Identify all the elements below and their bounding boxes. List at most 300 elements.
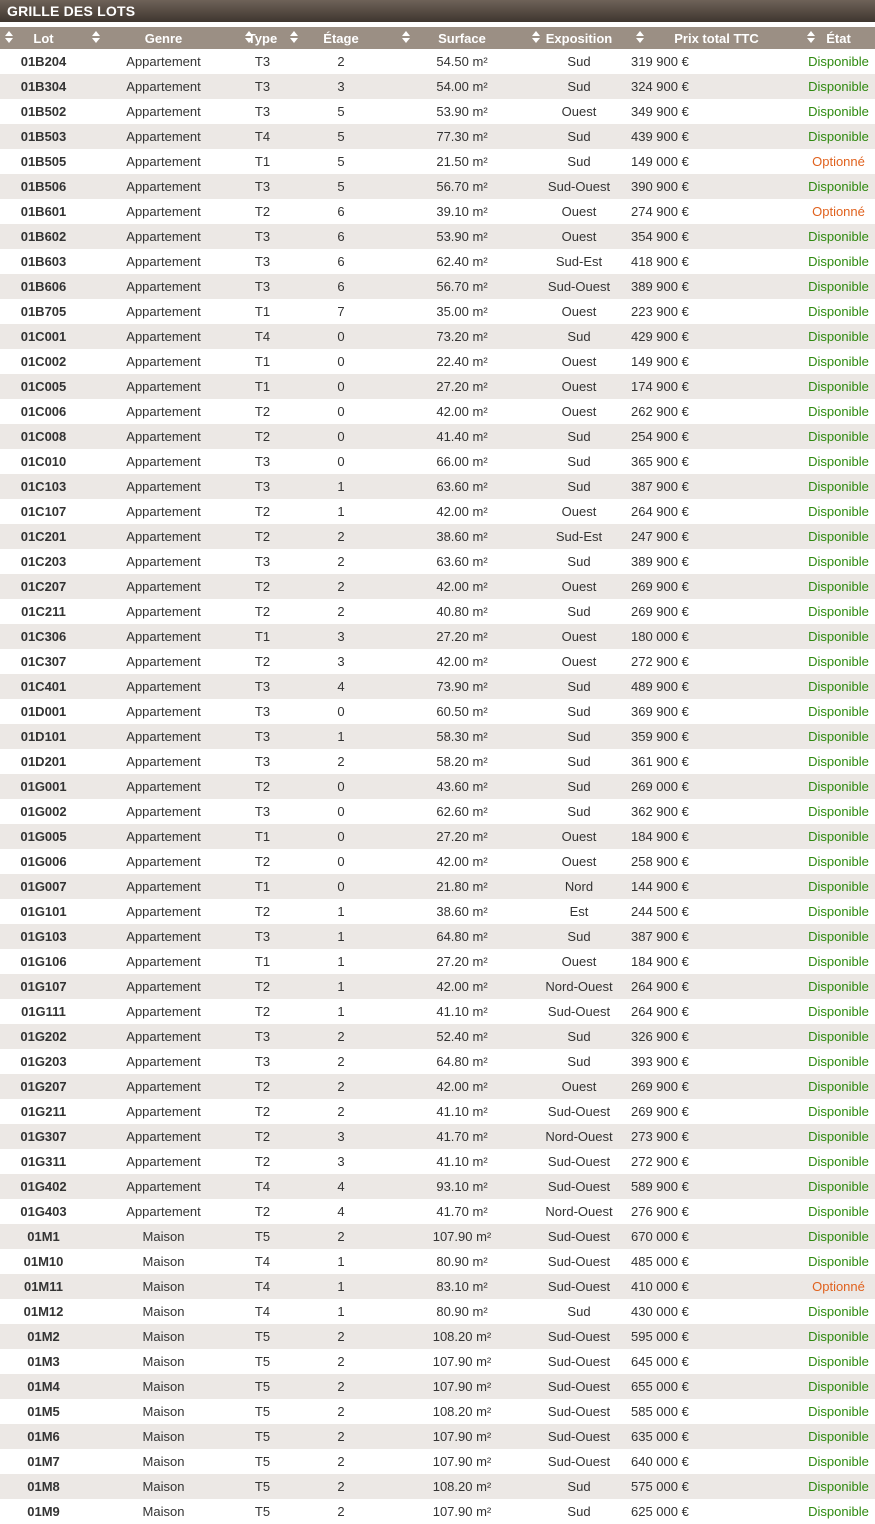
cell-genre: Appartement: [126, 654, 201, 669]
cell-prix: 262 900 €: [631, 404, 689, 419]
cell-surface: 42.00 m²: [436, 1079, 488, 1094]
table-row[interactable]: [0, 974, 875, 999]
cell-prix: 585 000 €: [631, 1404, 689, 1419]
cell-etage: 2: [337, 1429, 345, 1444]
cell-surface: 42.00 m²: [436, 979, 488, 994]
cell-type: T3: [254, 704, 271, 719]
table-row[interactable]: [0, 374, 875, 399]
table-row[interactable]: [0, 1299, 875, 1324]
cell-genre: Appartement: [126, 954, 201, 969]
cell-lot: 01C107: [20, 504, 67, 519]
cell-surface: 54.50 m²: [436, 54, 488, 69]
cell-genre: Appartement: [126, 104, 201, 119]
column-header-exposition[interactable]: [527, 27, 631, 49]
cell-etage: 2: [337, 1079, 345, 1094]
cell-lot: 01G103: [20, 929, 67, 944]
cell-type: T3: [254, 929, 271, 944]
table-row[interactable]: [0, 149, 875, 174]
cell-etage: 5: [337, 129, 345, 144]
table-row[interactable]: [0, 449, 875, 474]
cell-lot: 01B705: [20, 304, 67, 319]
table-row[interactable]: [0, 574, 875, 599]
cell-genre: Appartement: [126, 604, 201, 619]
cell-genre: Appartement: [126, 429, 201, 444]
table-row[interactable]: [0, 649, 875, 674]
cell-type: T3: [254, 554, 271, 569]
cell-genre: Appartement: [126, 554, 201, 569]
cell-prix: 180 000 €: [631, 629, 689, 644]
cell-exposition: Sud: [567, 754, 591, 769]
cell-genre: Appartement: [126, 1004, 201, 1019]
column-header-surface[interactable]: [397, 27, 527, 49]
cell-exposition: Sud-Est: [555, 529, 603, 544]
cell-surface: 77.30 m²: [436, 129, 488, 144]
cell-prix: 387 900 €: [631, 479, 689, 494]
table-row[interactable]: [0, 924, 875, 949]
cell-prix: 595 000 €: [631, 1329, 689, 1344]
cell-exposition: Sud: [567, 329, 591, 344]
cell-lot: 01C203: [20, 554, 67, 569]
cell-etat: Disponible: [808, 1079, 869, 1094]
cell-exposition: Sud: [567, 429, 591, 444]
cell-prix: 247 900 €: [631, 529, 689, 544]
cell-exposition: Sud-Ouest: [547, 1454, 611, 1469]
cell-type: T3: [254, 804, 271, 819]
column-header-label: État: [826, 30, 851, 46]
table-row[interactable]: [0, 1249, 875, 1274]
cell-etat: Disponible: [808, 979, 869, 994]
cell-prix: 387 900 €: [631, 929, 689, 944]
table-row[interactable]: [0, 824, 875, 849]
cell-etage: 3: [337, 79, 345, 94]
cell-exposition: Ouest: [561, 954, 597, 969]
table-row[interactable]: [0, 1024, 875, 1049]
table-row[interactable]: [0, 1274, 875, 1299]
cell-lot: 01C211: [21, 604, 66, 619]
cell-surface: 41.70 m²: [436, 1129, 488, 1144]
table-row[interactable]: [0, 424, 875, 449]
cell-etat: Disponible: [808, 1329, 869, 1344]
cell-etage: 2: [337, 529, 345, 544]
column-header-label: Lot: [33, 30, 54, 46]
cell-type: T5: [254, 1479, 271, 1494]
table-row[interactable]: [0, 224, 875, 249]
table-row[interactable]: [0, 774, 875, 799]
cell-lot: 01M1: [27, 1229, 60, 1244]
cell-lot: 01M5: [27, 1404, 60, 1419]
cell-etat: Optionné: [812, 204, 865, 219]
cell-surface: 41.10 m²: [436, 1004, 488, 1019]
cell-prix: 645 000 €: [631, 1354, 689, 1369]
cell-type: T2: [254, 1004, 271, 1019]
table-row[interactable]: [0, 849, 875, 874]
cell-exposition: Sud-Ouest: [547, 1179, 611, 1194]
table-row[interactable]: [0, 1474, 875, 1499]
column-header-genre[interactable]: [87, 27, 240, 49]
cell-surface: 108.20 m²: [432, 1404, 492, 1419]
cell-surface: 27.20 m²: [436, 379, 488, 394]
cell-type: T4: [254, 1279, 271, 1294]
column-header-etat[interactable]: [802, 27, 875, 49]
table-row[interactable]: [0, 1124, 875, 1149]
table-row[interactable]: [0, 99, 875, 124]
cell-genre: Appartement: [126, 1054, 201, 1069]
cell-lot: 01G307: [20, 1129, 67, 1144]
cell-etage: 4: [337, 1179, 345, 1194]
cell-exposition: Sud: [567, 1504, 591, 1519]
table-row[interactable]: [0, 74, 875, 99]
table-row[interactable]: [0, 274, 875, 299]
cell-lot: 01B606: [20, 279, 67, 294]
table-row[interactable]: [0, 899, 875, 924]
table-row[interactable]: [0, 49, 875, 74]
cell-type: T3: [254, 1029, 271, 1044]
cell-prix: 276 900 €: [631, 1204, 689, 1219]
table-row[interactable]: [0, 874, 875, 899]
table-row[interactable]: [0, 949, 875, 974]
cell-genre: Maison: [142, 1379, 185, 1394]
cell-etage: 7: [337, 304, 345, 319]
cell-exposition: Sud-Ouest: [547, 1404, 611, 1419]
table-body: [0, 49, 875, 1524]
cell-etage: 2: [337, 1354, 345, 1369]
column-header-prix[interactable]: [631, 27, 802, 49]
cell-etat: Disponible: [808, 1004, 869, 1019]
cell-lot: 01G002: [20, 804, 67, 819]
cell-exposition: Ouest: [561, 354, 597, 369]
cell-prix: 264 900 €: [631, 979, 689, 994]
cell-etage: 2: [337, 1229, 345, 1244]
cell-etat: Disponible: [808, 1254, 869, 1269]
cell-prix: 365 900 €: [631, 454, 689, 469]
table-row[interactable]: [0, 1324, 875, 1349]
cell-genre: Appartement: [126, 979, 201, 994]
cell-etat: Disponible: [808, 54, 869, 69]
cell-type: T3: [254, 54, 271, 69]
cell-exposition: Ouest: [561, 304, 597, 319]
cell-etage: 1: [337, 954, 345, 969]
cell-lot: 01M12: [23, 1304, 64, 1319]
cell-genre: Maison: [142, 1429, 185, 1444]
cell-genre: Appartement: [126, 504, 201, 519]
cell-etat: Disponible: [808, 179, 869, 194]
cell-etat: Disponible: [808, 1029, 869, 1044]
column-header-lot[interactable]: [0, 27, 87, 49]
cell-surface: 41.70 m²: [436, 1204, 488, 1219]
table-row[interactable]: [0, 1424, 875, 1449]
cell-exposition: Sud-Ouest: [547, 1279, 611, 1294]
cell-etat: Disponible: [808, 329, 869, 344]
table-row[interactable]: [0, 1174, 875, 1199]
cell-exposition: Sud-Est: [555, 254, 603, 269]
cell-genre: Appartement: [126, 1029, 201, 1044]
column-header-etage[interactable]: [285, 27, 397, 49]
table-row[interactable]: [0, 1349, 875, 1374]
column-header-label: Type: [247, 30, 278, 46]
table-row[interactable]: [0, 124, 875, 149]
cell-etat: Disponible: [808, 1454, 869, 1469]
cell-lot: 01M9: [27, 1504, 60, 1519]
cell-etage: 2: [337, 1379, 345, 1394]
cell-lot: 01B505: [20, 154, 67, 169]
cell-type: T2: [254, 429, 271, 444]
cell-prix: 324 900 €: [631, 79, 689, 94]
cell-etat: Optionné: [812, 154, 865, 169]
cell-etat: Disponible: [808, 304, 869, 319]
cell-exposition: Sud: [567, 129, 591, 144]
cell-prix: 272 900 €: [631, 1154, 689, 1169]
cell-etage: 2: [337, 754, 345, 769]
cell-genre: Maison: [142, 1454, 185, 1469]
cell-etage: 2: [337, 1104, 345, 1119]
table-row[interactable]: [0, 549, 875, 574]
cell-type: T5: [254, 1504, 271, 1519]
cell-surface: 42.00 m²: [436, 579, 488, 594]
table-row[interactable]: [0, 1049, 875, 1074]
cell-prix: 264 900 €: [631, 1004, 689, 1019]
table-row[interactable]: [0, 324, 875, 349]
cell-type: T1: [254, 354, 271, 369]
cell-etage: 0: [337, 829, 345, 844]
cell-etat: Disponible: [808, 79, 869, 94]
cell-genre: Appartement: [126, 679, 201, 694]
cell-surface: 62.60 m²: [436, 804, 488, 819]
cell-exposition: Nord-Ouest: [545, 979, 613, 994]
table-row[interactable]: [0, 749, 875, 774]
cell-prix: 418 900 €: [631, 254, 689, 269]
cell-etage: 1: [337, 929, 345, 944]
cell-prix: 269 900 €: [631, 579, 689, 594]
cell-surface: 80.90 m²: [436, 1304, 488, 1319]
cell-type: T5: [254, 1229, 271, 1244]
cell-genre: Appartement: [126, 829, 201, 844]
cell-prix: 361 900 €: [631, 754, 689, 769]
cell-etage: 1: [337, 504, 345, 519]
cell-lot: 01D101: [20, 729, 67, 744]
cell-etage: 1: [337, 979, 345, 994]
cell-surface: 27.20 m²: [436, 829, 488, 844]
cell-lot: 01G007: [20, 879, 67, 894]
cell-etage: 5: [337, 179, 345, 194]
table-row[interactable]: [0, 524, 875, 549]
cell-lot: 01C005: [20, 379, 67, 394]
table-row[interactable]: [0, 1374, 875, 1399]
cell-lot: 01G101: [20, 904, 67, 919]
table-row[interactable]: [0, 799, 875, 824]
table-row[interactable]: [0, 249, 875, 274]
cell-exposition: Sud-Ouest: [547, 1429, 611, 1444]
cell-prix: 489 900 €: [631, 679, 689, 694]
cell-genre: Appartement: [126, 329, 201, 344]
table-row[interactable]: [0, 1199, 875, 1224]
cell-prix: 149 000 €: [631, 154, 689, 169]
cell-lot: 01M8: [27, 1479, 60, 1494]
cell-etage: 0: [337, 704, 345, 719]
cell-exposition: Sud: [567, 54, 591, 69]
cell-etat: Optionné: [812, 1279, 865, 1294]
cell-exposition: Nord-Ouest: [545, 1129, 613, 1144]
cell-surface: 107.90 m²: [432, 1454, 492, 1469]
cell-etage: 2: [337, 554, 345, 569]
cell-exposition: Sud-Ouest: [547, 1104, 611, 1119]
sort-updown-icon: [5, 31, 12, 45]
cell-prix: 269 900 €: [631, 1079, 689, 1094]
cell-genre: Maison: [142, 1229, 185, 1244]
cell-lot: 01C207: [20, 579, 67, 594]
cell-prix: 326 900 €: [631, 1029, 689, 1044]
cell-type: T3: [254, 679, 271, 694]
cell-surface: 107.90 m²: [432, 1379, 492, 1394]
cell-prix: 362 900 €: [631, 804, 689, 819]
cell-etat: Disponible: [808, 579, 869, 594]
table-row[interactable]: [0, 399, 875, 424]
cell-type: T3: [254, 479, 271, 494]
cell-lot: 01B603: [20, 254, 67, 269]
cell-exposition: Sud: [567, 479, 591, 494]
cell-etage: 1: [337, 729, 345, 744]
cell-type: T2: [254, 979, 271, 994]
cell-surface: 22.40 m²: [436, 354, 488, 369]
cell-lot: 01C002: [20, 354, 67, 369]
table-row[interactable]: [0, 1399, 875, 1424]
cell-genre: Appartement: [126, 454, 201, 469]
cell-exposition: Sud: [567, 779, 591, 794]
table-row[interactable]: [0, 1499, 875, 1524]
cell-lot: 01M6: [27, 1429, 60, 1444]
cell-genre: Appartement: [126, 479, 201, 494]
cell-surface: 108.20 m²: [432, 1329, 492, 1344]
cell-type: T2: [254, 1079, 271, 1094]
cell-lot: 01C201: [20, 529, 67, 544]
cell-etat: Disponible: [808, 129, 869, 144]
table-row[interactable]: [0, 1224, 875, 1249]
cell-etage: 2: [337, 1454, 345, 1469]
cell-genre: Maison: [142, 1304, 185, 1319]
cell-genre: Appartement: [126, 529, 201, 544]
cell-lot: 01G106: [20, 954, 67, 969]
table-row[interactable]: [0, 1099, 875, 1124]
cell-prix: 410 000 €: [631, 1279, 689, 1294]
cell-surface: 64.80 m²: [436, 929, 488, 944]
cell-etat: Disponible: [808, 829, 869, 844]
cell-exposition: Sud-Ouest: [547, 179, 611, 194]
cell-etage: 2: [337, 1029, 345, 1044]
cell-etat: Disponible: [808, 429, 869, 444]
cell-etage: 1: [337, 1279, 345, 1294]
cell-exposition: Ouest: [561, 854, 597, 869]
cell-surface: 42.00 m²: [436, 504, 488, 519]
cell-lot: 01C010: [20, 454, 67, 469]
cell-lot: 01C008: [20, 429, 67, 444]
table-row[interactable]: [0, 199, 875, 224]
cell-type: T5: [254, 1404, 271, 1419]
cell-surface: 107.90 m²: [432, 1354, 492, 1369]
table-row[interactable]: [0, 624, 875, 649]
cell-etage: 2: [337, 1404, 345, 1419]
table-row[interactable]: [0, 724, 875, 749]
table-row[interactable]: [0, 174, 875, 199]
table-row[interactable]: [0, 599, 875, 624]
cell-lot: 01M11: [23, 1279, 64, 1294]
table-row[interactable]: [0, 299, 875, 324]
table-row[interactable]: [0, 999, 875, 1024]
cell-genre: Maison: [142, 1504, 185, 1519]
cell-prix: 589 900 €: [631, 1179, 689, 1194]
table-row[interactable]: [0, 674, 875, 699]
cell-exposition: Sud: [567, 604, 591, 619]
cell-etage: 3: [337, 1129, 345, 1144]
cell-prix: 264 900 €: [631, 504, 689, 519]
cell-type: T2: [254, 654, 271, 669]
cell-etage: 0: [337, 404, 345, 419]
table-row[interactable]: [0, 474, 875, 499]
cell-exposition: Sud: [567, 929, 591, 944]
cell-etat: Disponible: [808, 729, 869, 744]
cell-exposition: Sud-Ouest: [547, 1354, 611, 1369]
cell-prix: 144 900 €: [631, 879, 689, 894]
cell-genre: Maison: [142, 1404, 185, 1419]
table-row[interactable]: [0, 349, 875, 374]
table-row[interactable]: [0, 499, 875, 524]
cell-etat: Disponible: [808, 379, 869, 394]
cell-type: T3: [254, 79, 271, 94]
cell-lot: 01G005: [20, 829, 67, 844]
cell-surface: 21.50 m²: [436, 154, 488, 169]
table-row[interactable]: [0, 1149, 875, 1174]
column-header-type[interactable]: [240, 27, 285, 49]
cell-etat: Disponible: [808, 104, 869, 119]
cell-lot: 01G207: [20, 1079, 67, 1094]
cell-genre: Appartement: [126, 204, 201, 219]
cell-exposition: Sud-Ouest: [547, 1229, 611, 1244]
cell-prix: 354 900 €: [631, 229, 689, 244]
cell-genre: Appartement: [126, 879, 201, 894]
cell-etat: Disponible: [808, 804, 869, 819]
cell-prix: 258 900 €: [631, 854, 689, 869]
cell-lot: 01B506: [20, 179, 67, 194]
cell-type: T1: [254, 629, 271, 644]
cell-surface: 80.90 m²: [436, 1254, 488, 1269]
cell-exposition: Sud: [567, 804, 591, 819]
table-row[interactable]: [0, 699, 875, 724]
table-row[interactable]: [0, 1449, 875, 1474]
cell-surface: 52.40 m²: [436, 1029, 488, 1044]
cell-lot: 01G006: [20, 854, 67, 869]
cell-genre: Appartement: [126, 579, 201, 594]
cell-exposition: Ouest: [561, 379, 597, 394]
cell-exposition: Ouest: [561, 1079, 597, 1094]
cell-surface: 66.00 m²: [436, 454, 488, 469]
cell-lot: 01C307: [20, 654, 67, 669]
sort-updown-icon: [92, 31, 99, 45]
cell-etat: Disponible: [808, 404, 869, 419]
cell-etat: Disponible: [808, 779, 869, 794]
cell-lot: 01B601: [20, 204, 67, 219]
column-header-label: Prix total TTC: [674, 30, 759, 46]
cell-genre: Appartement: [126, 404, 201, 419]
cell-etage: 0: [337, 454, 345, 469]
cell-lot: 01C103: [20, 479, 67, 494]
cell-lot: 01B204: [20, 54, 67, 69]
cell-type: T4: [254, 1304, 271, 1319]
cell-exposition: Est: [569, 904, 589, 919]
cell-etage: 0: [337, 379, 345, 394]
cell-surface: 58.30 m²: [436, 729, 488, 744]
cell-exposition: Sud: [567, 154, 591, 169]
cell-exposition: Sud: [567, 1029, 591, 1044]
table-row[interactable]: [0, 1074, 875, 1099]
cell-surface: 62.40 m²: [436, 254, 488, 269]
